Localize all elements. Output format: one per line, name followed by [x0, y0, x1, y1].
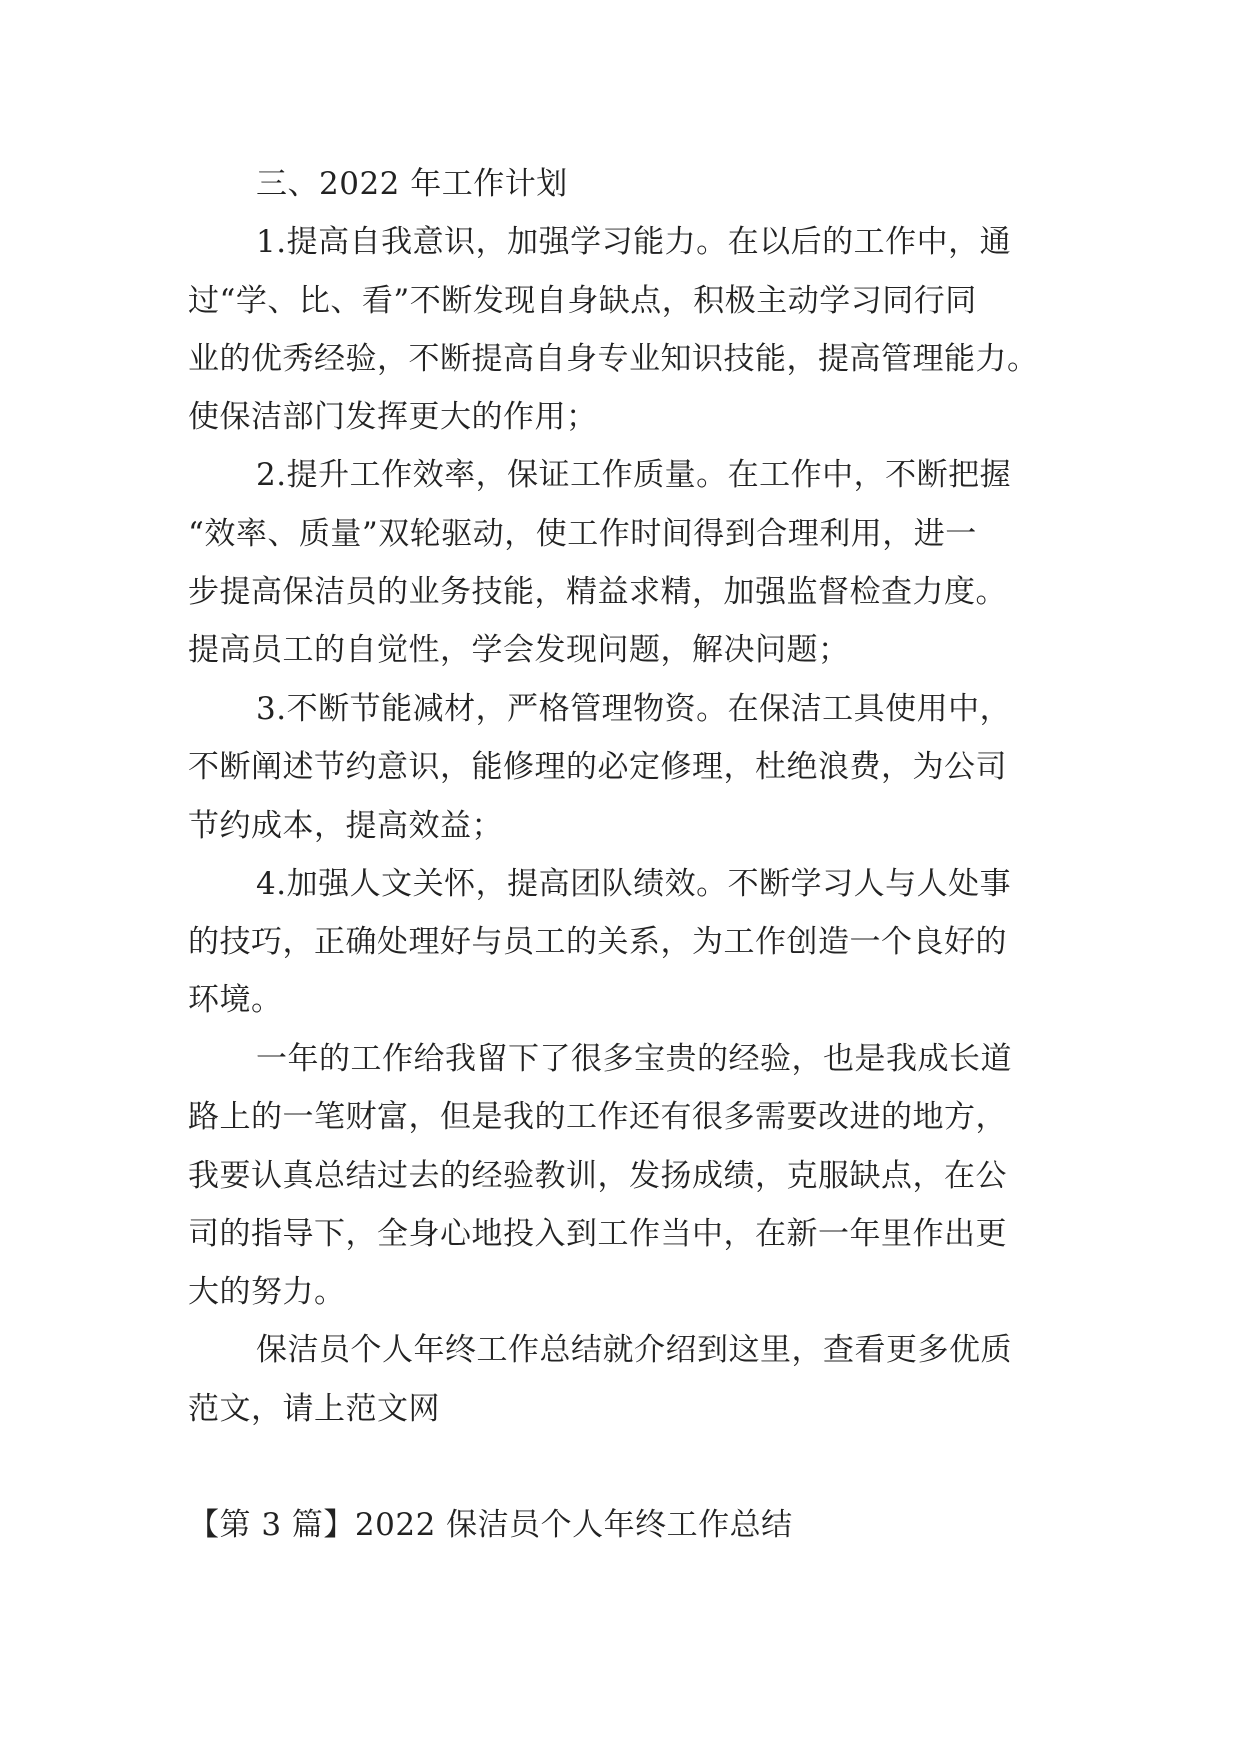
paragraph-line: 环境。	[188, 982, 283, 1018]
paragraph-line: 2.提升工作效率，保证工作质量。在工作中，不断把握	[256, 457, 1012, 493]
paragraph-line: 保洁员个人年终工作总结就介绍到这里，查看更多优质	[256, 1332, 1012, 1368]
paragraph-line: 1.提高自我意识，加强学习能力。在以后的工作中，通	[256, 224, 1012, 260]
paragraph-line: 范文，请上范文网	[188, 1391, 440, 1427]
paragraph-line: 大的努力。	[188, 1274, 346, 1310]
paragraph-line: 步提高保洁员的业务技能，精益求精，加强监督检查力度。	[188, 574, 1007, 610]
paragraph-line: 提高员工的自觉性，学会发现问题，解决问题；	[188, 632, 850, 668]
paragraph-line: “效率、质量”双轮驱动，使工作时间得到合理利用，进一	[188, 516, 977, 552]
paragraph-line: 不断阐述节约意识，能修理的必定修理，杜绝浪费，为公司	[188, 749, 1007, 785]
paragraph-line: 的技巧，正确处理好与员工的关系，为工作创造一个良好的	[188, 924, 1007, 960]
section-heading: 三、2022 年工作计划	[256, 166, 568, 202]
paragraph-line: 路上的一笔财富，但是我的工作还有很多需要改进的地方，	[188, 1099, 1007, 1135]
paragraph-line: 一年的工作给我留下了很多宝贵的经验，也是我成长道	[256, 1041, 1012, 1077]
paragraph-line: 节约成本，提高效益；	[188, 808, 503, 844]
paragraph-line: 司的指导下，全身心地投入到工作当中，在新一年里作出更	[188, 1216, 1007, 1252]
paragraph-line: 业的优秀经验，不断提高自身专业知识技能，提高管理能力。	[188, 341, 1039, 377]
paragraph-line: 4.加强人文关怀，提高团队绩效。不断学习人与人处事	[256, 866, 1012, 902]
paragraph-line: 我要认真总结过去的经验教训，发扬成绩，克服缺点，在公	[188, 1158, 1007, 1194]
article-title: 【第 3 篇】2022 保洁员个人年终工作总结	[188, 1507, 793, 1543]
paragraph-line: 3.不断节能减材，严格管理物资。在保洁工具使用中，	[256, 691, 1012, 727]
paragraph-line: 使保洁部门发挥更大的作用；	[188, 399, 598, 435]
paragraph-line: 过“学、比、看”不断发现自身缺点，积极主动学习同行同	[188, 283, 977, 319]
